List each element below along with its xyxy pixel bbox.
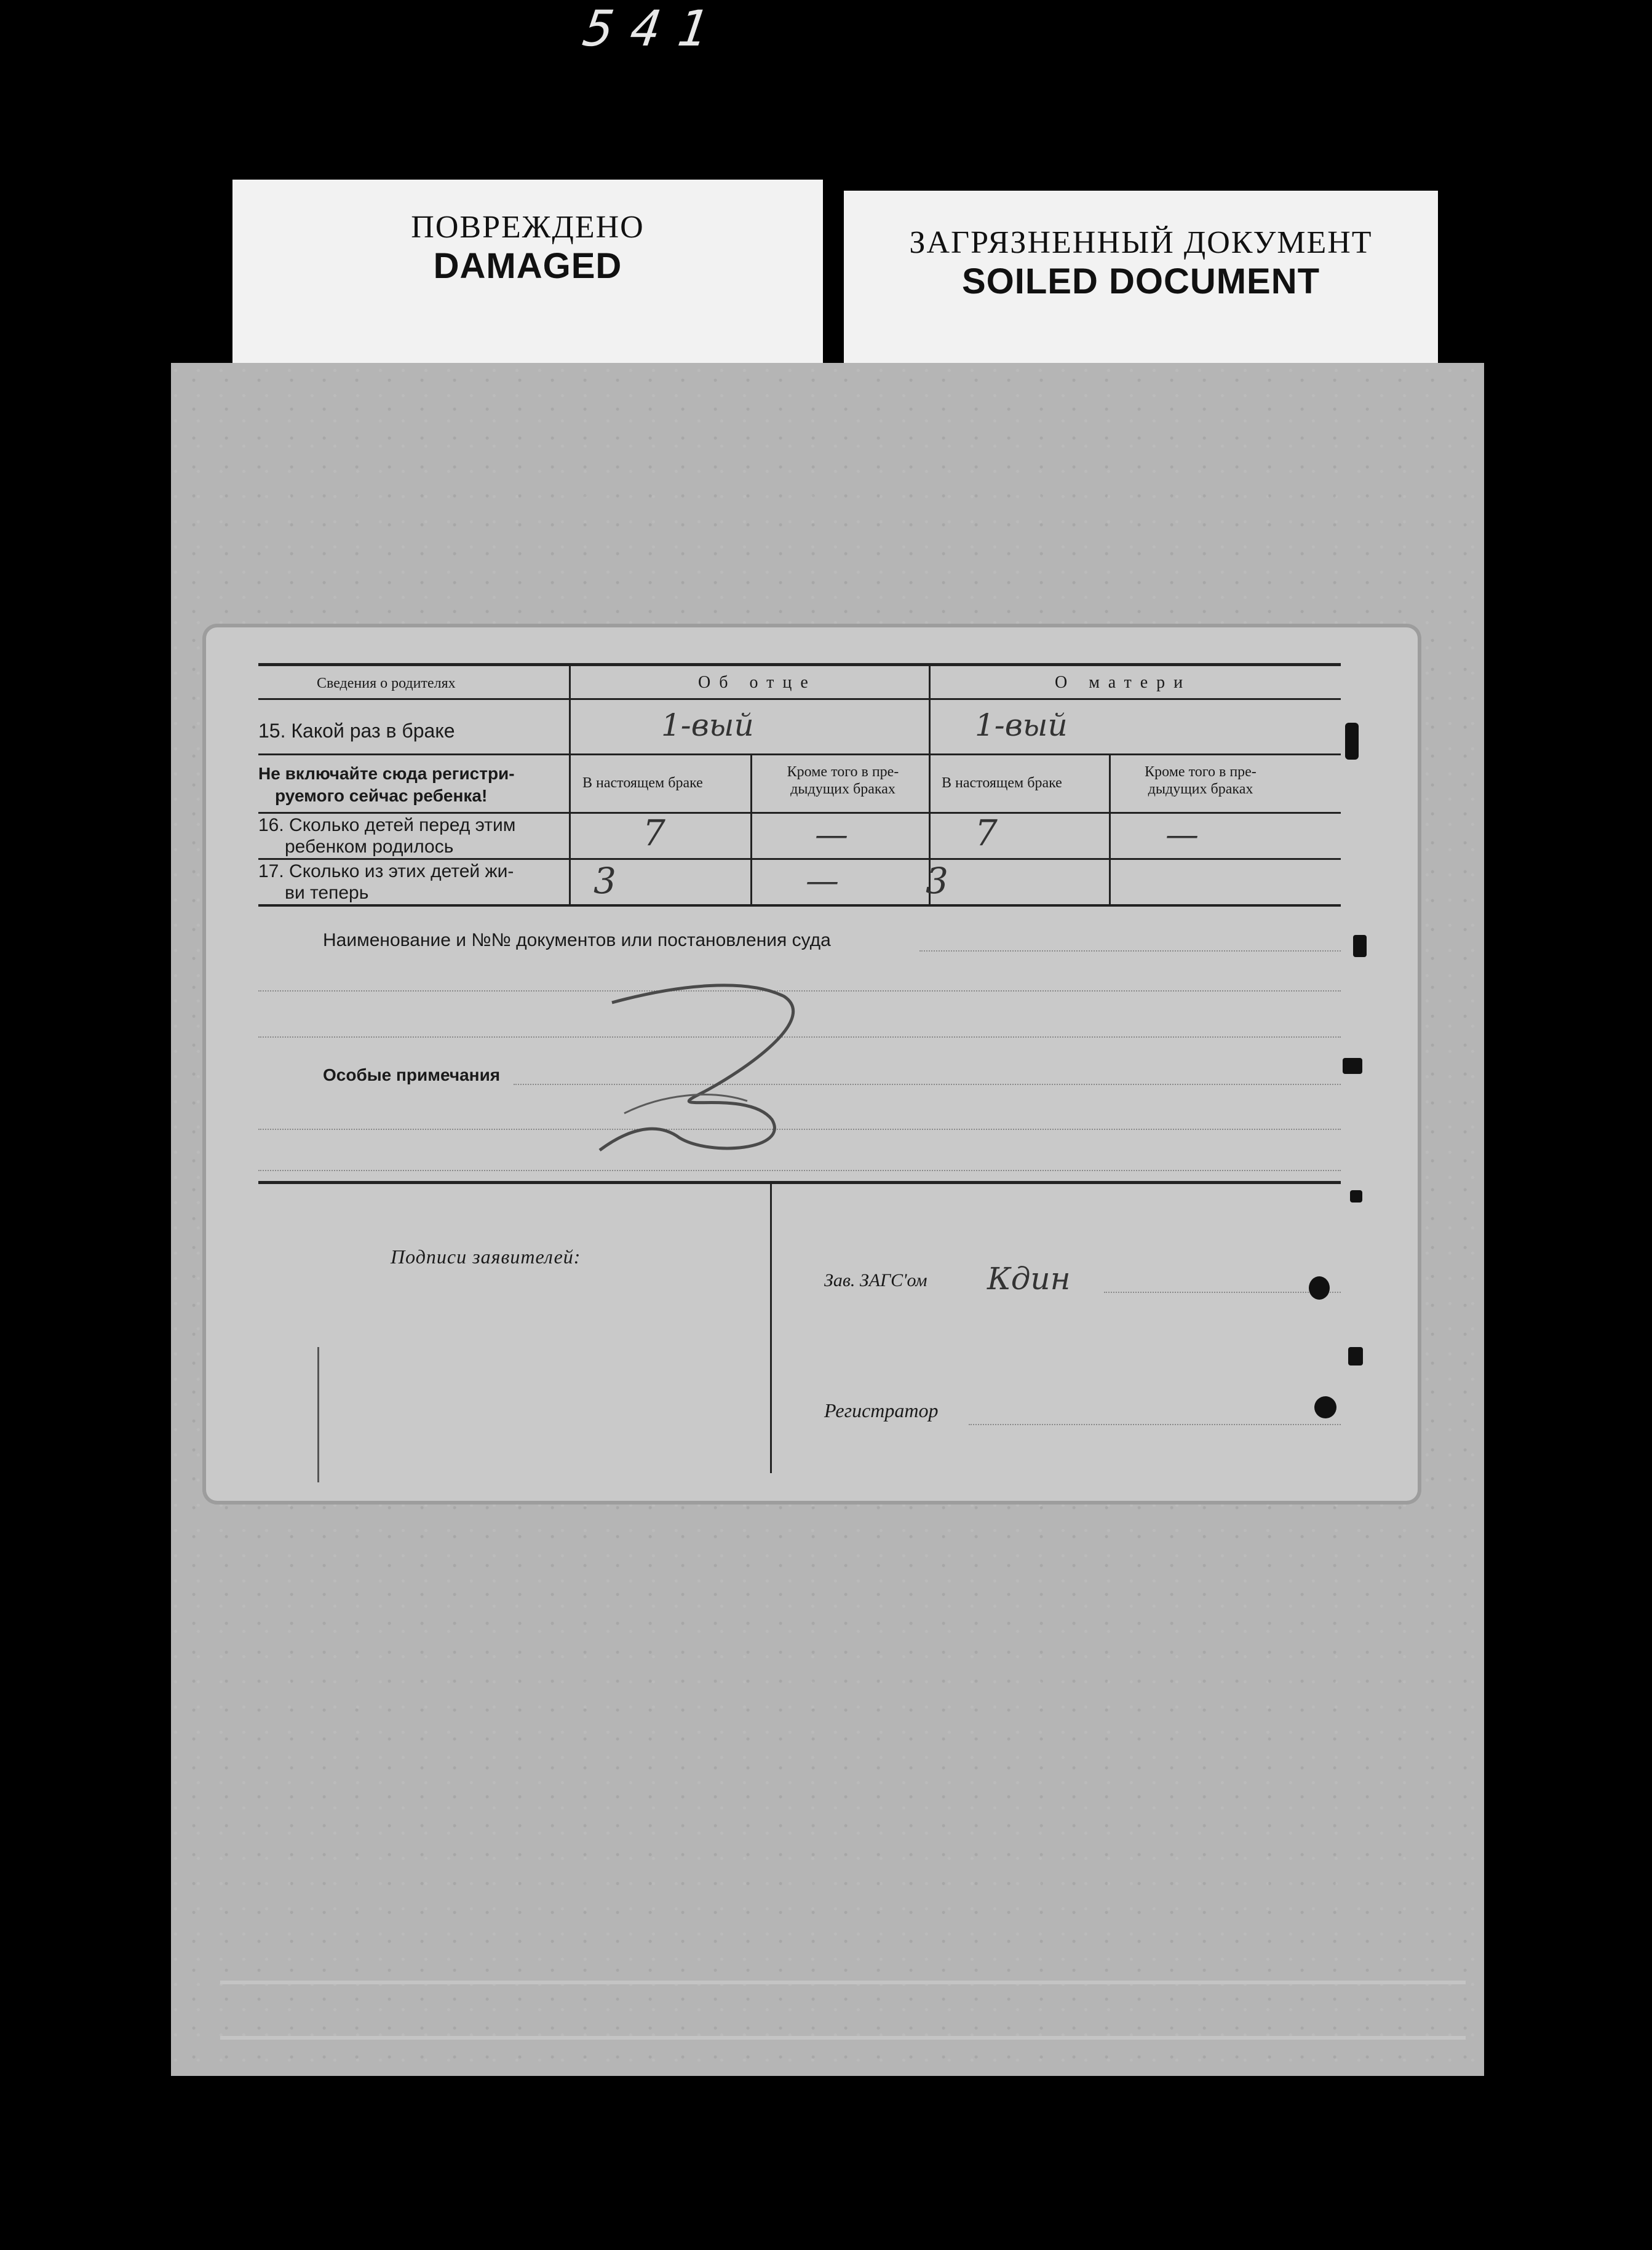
soiled-tag-en: SOILED DOCUMENT <box>961 261 1320 301</box>
row16-mother-previous: — <box>1166 815 1199 854</box>
punch-hole <box>1314 1396 1336 1418</box>
table-bottom-rule <box>258 904 1341 907</box>
table-top-rule <box>258 663 1341 666</box>
note-line2: руемого сейчас ребенка! <box>275 786 488 805</box>
applicants-signatures-label: Подписи заявителей: <box>391 1246 581 1268</box>
damage-mark <box>1348 1347 1363 1366</box>
special-notes-label: Особые примечания <box>323 1065 501 1084</box>
table-col-rule <box>1109 753 1111 905</box>
row16-father-previous: — <box>815 815 848 854</box>
registrar-label: Регистратор <box>824 1399 939 1421</box>
damaged-tag-ru: ПОВРЕЖДЕНО <box>411 210 645 245</box>
soiled-tag <box>844 191 1438 375</box>
dotted-line <box>919 950 1341 952</box>
header-mother: О матери <box>1055 673 1192 692</box>
damage-mark <box>1350 1190 1362 1203</box>
row16-label-line1: 16. Сколько детей перед этим <box>258 815 516 835</box>
row17-father-current: 3 <box>594 860 616 902</box>
table-col-rule <box>750 753 752 905</box>
row15-label: 15. Какой раз в браке <box>258 720 455 742</box>
record-card <box>206 627 1418 1501</box>
cross-out-scribble <box>587 972 870 1169</box>
header-father: Об отце <box>698 673 817 692</box>
row16-label-line2: ребенком родилось <box>285 837 454 857</box>
row15-mother-value: 1-вый <box>975 707 1068 743</box>
subheader-father-previous-2: дыдущих браках <box>790 781 895 797</box>
note-line1: Не включайте сюда регистри- <box>258 764 515 783</box>
subheader-father-current: В настоящем браке <box>582 775 703 791</box>
row17-father-previous: — <box>806 861 839 900</box>
table-rule <box>258 858 1341 860</box>
row17-mother-current: 3 <box>926 860 948 902</box>
damaged-tag <box>232 180 823 376</box>
row16-mother-current: 7 <box>975 812 998 854</box>
dotted-line <box>1104 1292 1341 1293</box>
folder-crease <box>220 1981 1466 1984</box>
punch-hole <box>1309 1276 1330 1300</box>
frame-number: 541 <box>580 0 729 57</box>
folder-crease <box>220 2036 1466 2040</box>
signature-divider <box>770 1184 772 1473</box>
dotted-line <box>969 1424 1341 1425</box>
damaged-tag-en: DAMAGED <box>433 246 622 286</box>
row16-father-current: 7 <box>643 812 665 854</box>
damage-mark <box>1345 723 1359 760</box>
row15-father-value: 1-вый <box>661 707 754 743</box>
signature-section-rule <box>258 1181 1341 1184</box>
subheader-mother-previous-1: Кроме того в пре- <box>1145 764 1257 780</box>
damage-mark <box>1353 935 1367 957</box>
documents-label: Наименование и №№ документов или постановления суда <box>323 930 831 950</box>
header-parents-info: Сведения о родителях <box>317 675 456 691</box>
zags-head-label: Зав. ЗАГС'ом <box>824 1270 927 1290</box>
table-rule <box>258 753 1341 755</box>
row17-label-line2: ви теперь <box>285 883 369 903</box>
subheader-mother-previous-2: дыдущих браках <box>1148 781 1253 797</box>
table-rule <box>258 812 1341 814</box>
soiled-tag-ru: ЗАГРЯЗНЕННЫЙ ДОКУМЕНТ <box>909 225 1373 260</box>
table-col-rule <box>569 664 571 905</box>
subheader-father-previous-1: Кроме того в пре- <box>787 764 899 780</box>
damage-mark <box>1343 1058 1362 1074</box>
row17-label-line1: 17. Сколько из этих детей жи- <box>258 861 514 881</box>
table-rule <box>258 698 1341 700</box>
subheader-mother-current: В настоящем браке <box>942 775 1062 791</box>
dotted-line <box>258 1170 1341 1171</box>
zags-head-signature: Кдин <box>987 1261 1071 1297</box>
signature-margin-line <box>317 1347 319 1482</box>
